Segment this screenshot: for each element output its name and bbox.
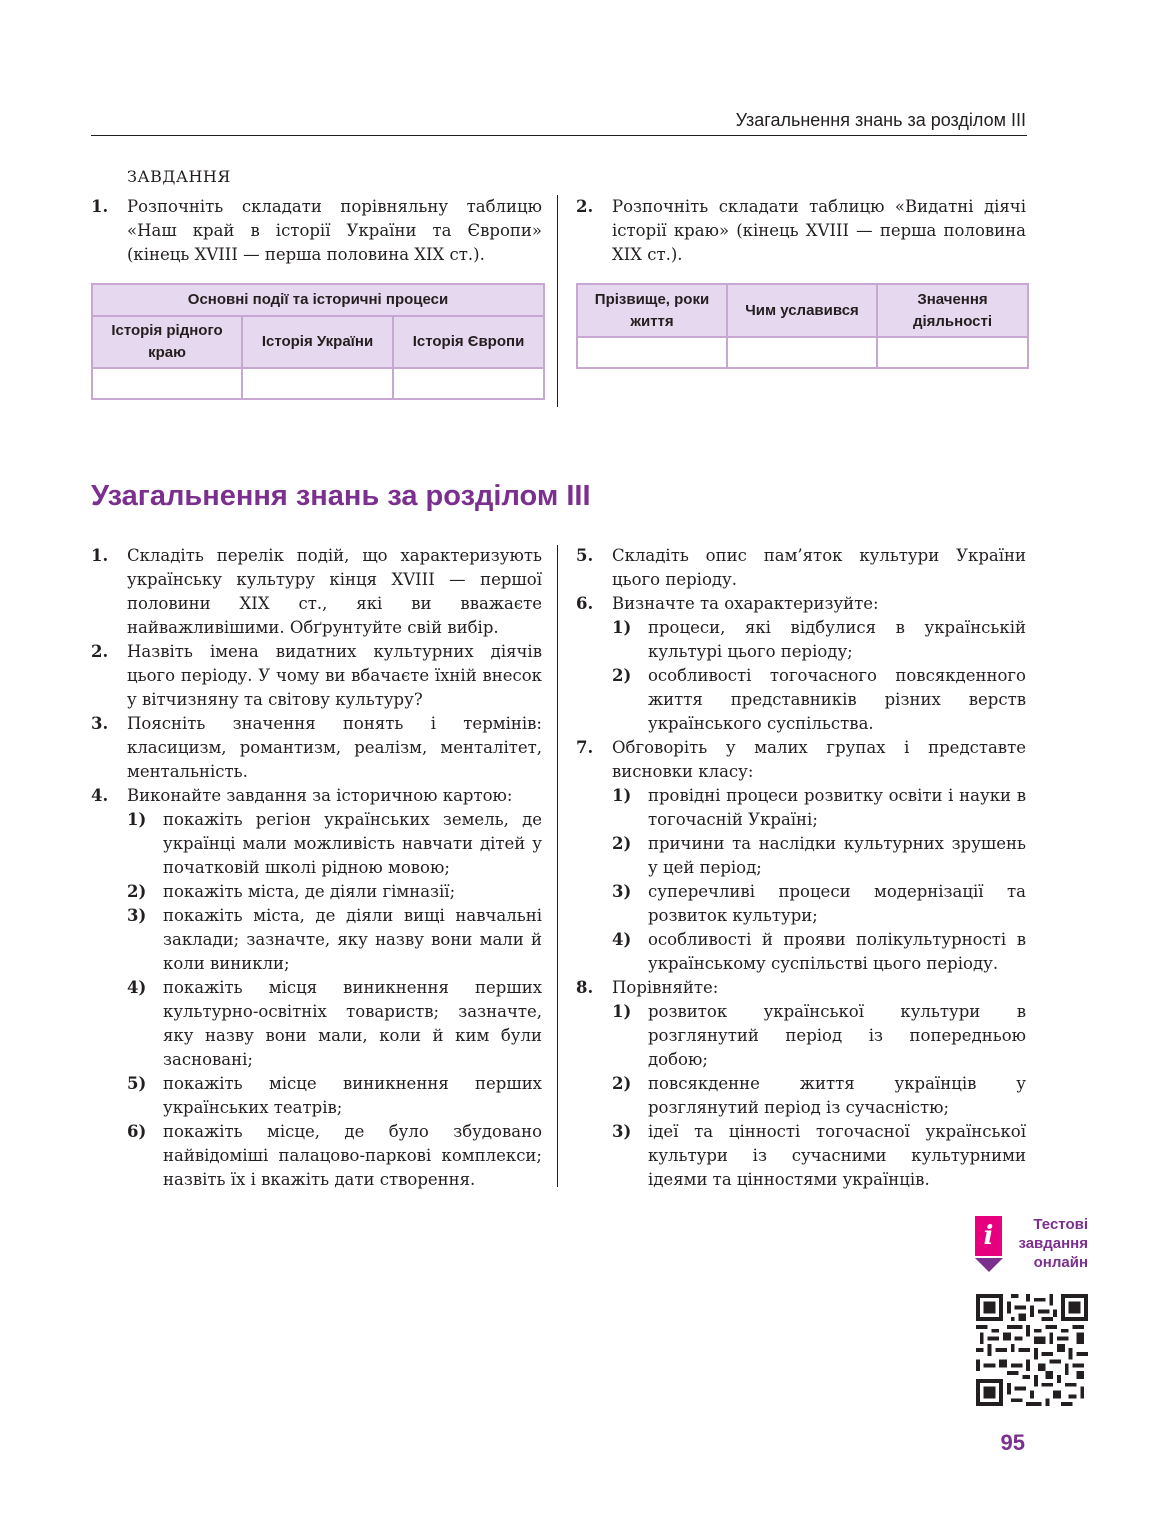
sub-question-number: 6): [127, 1122, 147, 1141]
question-item: [576, 544, 1026, 592]
sub-question-number: 4): [612, 930, 632, 949]
online-tests-line: Тестові: [1033, 1216, 1088, 1233]
task-2-number: 2.: [576, 197, 594, 216]
question-item: [576, 976, 1026, 1000]
tasks-label: ЗАВДАННЯ: [127, 167, 231, 186]
sub-question-text: особливості тогочасного повсякденного життя представників різних верств українського суспільства.: [648, 666, 1026, 733]
question-number: 5.: [576, 546, 594, 565]
down-arrow-icon: [975, 1258, 1003, 1272]
question-text: Виконайте завдання за історичною картою:: [127, 786, 513, 805]
sub-question-text: процеси, які відбулися в українській культурі цього періоду;: [648, 618, 1026, 661]
comparison-table: [91, 283, 545, 400]
sub-question-text: покажіть міста, де діяли вищі навчальні заклади; зазначте, яку назву вони мали й коли виникли;: [163, 906, 542, 973]
sub-question-number: 1): [612, 618, 632, 637]
table-empty-cell: [242, 368, 393, 399]
sub-question-number: 3): [612, 1122, 632, 1141]
question-text: Складіть перелік подій, що характеризують українську культуру кінця XVIII — першої половини XIX ст., які ви вважаєте найважливішими. Обґрунтуйте свій вибір.: [127, 546, 542, 637]
sub-question-number: 3): [612, 882, 632, 901]
sub-question-text: причини та наслідки культурних зрушень у цей період;: [648, 834, 1026, 877]
sub-question-number: 2): [612, 1074, 632, 1093]
online-tests-label[interactable]: [1004, 1215, 1088, 1272]
sub-question: [127, 1072, 542, 1120]
sub-question: [612, 1072, 1026, 1120]
question-number: 1.: [91, 546, 109, 565]
sub-question: [612, 616, 1026, 664]
qr-code-icon[interactable]: [976, 1294, 1088, 1406]
column-divider-bottom: [557, 545, 558, 1187]
sub-question-text: розвиток української культури в розглянутий період із попередньою добою;: [648, 1002, 1026, 1069]
sub-question: [612, 928, 1026, 976]
table-group-header: Основні події та історичні процеси: [92, 284, 544, 316]
question-number: 4.: [91, 786, 109, 805]
table-header-cell: Значення діяльності: [877, 284, 1028, 337]
questions-left-column: [91, 544, 542, 1192]
sub-question-text: суперечливі процеси модернізації та розвиток культури;: [648, 882, 1026, 925]
sub-question: [612, 880, 1026, 928]
table-empty-cell: [393, 368, 544, 399]
sub-question-text: покажіть міста, де діяли гімназії;: [163, 882, 456, 901]
task-2-text: Розпочніть складати таблицю «Видатні діячі історії краю» (кінець XVIII — перша половина XIX ст.).: [612, 197, 1026, 264]
sub-question-text: ідеї та цінності тогочасної української культури із сучасними культурними ідеями та цінностями українців.: [648, 1122, 1026, 1189]
online-tests-line: онлайн: [1033, 1254, 1088, 1271]
table-empty-cell: [92, 368, 242, 399]
sub-question: [127, 1120, 542, 1192]
question-number: 3.: [91, 714, 109, 733]
question-text: Визначте та охарактеризуйте:: [612, 594, 879, 613]
section-title: Узагальнення знань за розділом ІІІ: [91, 480, 591, 512]
sub-question-text: покажіть регіон українських земель, де українці мали можливість навчати дітей у початковій школі рідною мовою;: [163, 810, 542, 877]
column-divider-top: [557, 195, 558, 407]
question-item: [576, 736, 1026, 784]
sub-question-number: 1): [612, 786, 632, 805]
task-1-text: Розпочніть складати порівняльну таблицю «Наш край в історії України та Європи» (кінець XVIII — перша половина XIX ст.).: [127, 197, 542, 264]
sub-question: [127, 808, 542, 880]
table-empty-cell: [577, 337, 727, 368]
sub-question-number: 3): [127, 906, 147, 925]
sub-question-text: покажіть місця виникнення перших культурно-освітніх товариств; зазначте, яку назву вони мали, коли й ким були засновані;: [163, 978, 542, 1069]
sub-question: [612, 664, 1026, 736]
sub-question: [127, 904, 542, 976]
sub-question-number: 1): [612, 1002, 632, 1021]
sub-question-text: особливості й прояви полікультурності в українському суспільстві цього періоду.: [648, 930, 1026, 973]
sub-question-number: 4): [127, 978, 147, 997]
sub-question: [612, 1000, 1026, 1072]
table-empty-cell: [877, 337, 1028, 368]
task-1: [91, 195, 542, 267]
question-number: 2.: [91, 642, 109, 661]
sub-question-text: повсякденне життя українців у розглянутий період із сучасністю;: [648, 1074, 1026, 1117]
table-header-cell: Історія України: [242, 316, 393, 368]
table-header-cell: Прізвище, роки життя: [577, 284, 727, 337]
table-empty-cell: [727, 337, 877, 368]
header-rule: [91, 135, 1027, 136]
question-number: 7.: [576, 738, 594, 757]
question-item: [91, 712, 542, 784]
sub-question: [612, 784, 1026, 832]
question-text: Поясніть значення понять і термінів: класицизм, романтизм, реалізм, менталітет, ментальність.: [127, 714, 542, 781]
sub-question: [612, 832, 1026, 880]
sub-question-number: 2): [127, 882, 147, 901]
sub-question-number: 5): [127, 1074, 147, 1093]
running-head: Узагальнення знань за розділом ІІІ: [735, 110, 1026, 130]
sub-question-text: провідні процеси розвитку освіти і науки в тогочасній Україні;: [648, 786, 1026, 829]
figures-table: [576, 283, 1029, 369]
sub-question-text: покажіть місце, де було збудовано найвідоміші палацово-паркові комплекси; назвіть їх і вкажіть дати створення.: [163, 1122, 542, 1189]
task-1-number: 1.: [91, 197, 109, 216]
question-item: [576, 592, 1026, 616]
question-text: Обговоріть у малих групах і представте висновки класу:: [612, 738, 1026, 781]
sub-question: [127, 880, 542, 904]
table-header-cell: Історія рідного краю: [92, 316, 242, 368]
question-text: Складіть опис пам’яток культури України цього періоду.: [612, 546, 1026, 589]
sub-question-number: 2): [612, 666, 632, 685]
table-header-cell: Чим уславився: [727, 284, 877, 337]
sub-question-number: 2): [612, 834, 632, 853]
question-item: [91, 784, 542, 808]
question-text: Порівняйте:: [612, 978, 719, 997]
questions-right-column: [576, 544, 1026, 1192]
table-header-cell: Історія Європи: [393, 316, 544, 368]
sub-question: [612, 1120, 1026, 1192]
question-item: [91, 544, 542, 640]
sub-question-number: 1): [127, 810, 147, 829]
task-2: [576, 195, 1026, 267]
info-icon[interactable]: i: [975, 1216, 1002, 1256]
online-tests-line: завдання: [1018, 1235, 1088, 1252]
question-number: 8.: [576, 978, 594, 997]
sub-question-text: покажіть місце виникнення перших українських театрів;: [163, 1074, 542, 1117]
question-number: 6.: [576, 594, 594, 613]
question-text: Назвіть імена видатних культурних діячів цього періоду. У чому ви вбачаєте їхній внесок у вітчизняну та світову культуру?: [127, 642, 542, 709]
page-number: 95: [1000, 1430, 1025, 1455]
question-item: [91, 640, 542, 712]
sub-question: [127, 976, 542, 1072]
